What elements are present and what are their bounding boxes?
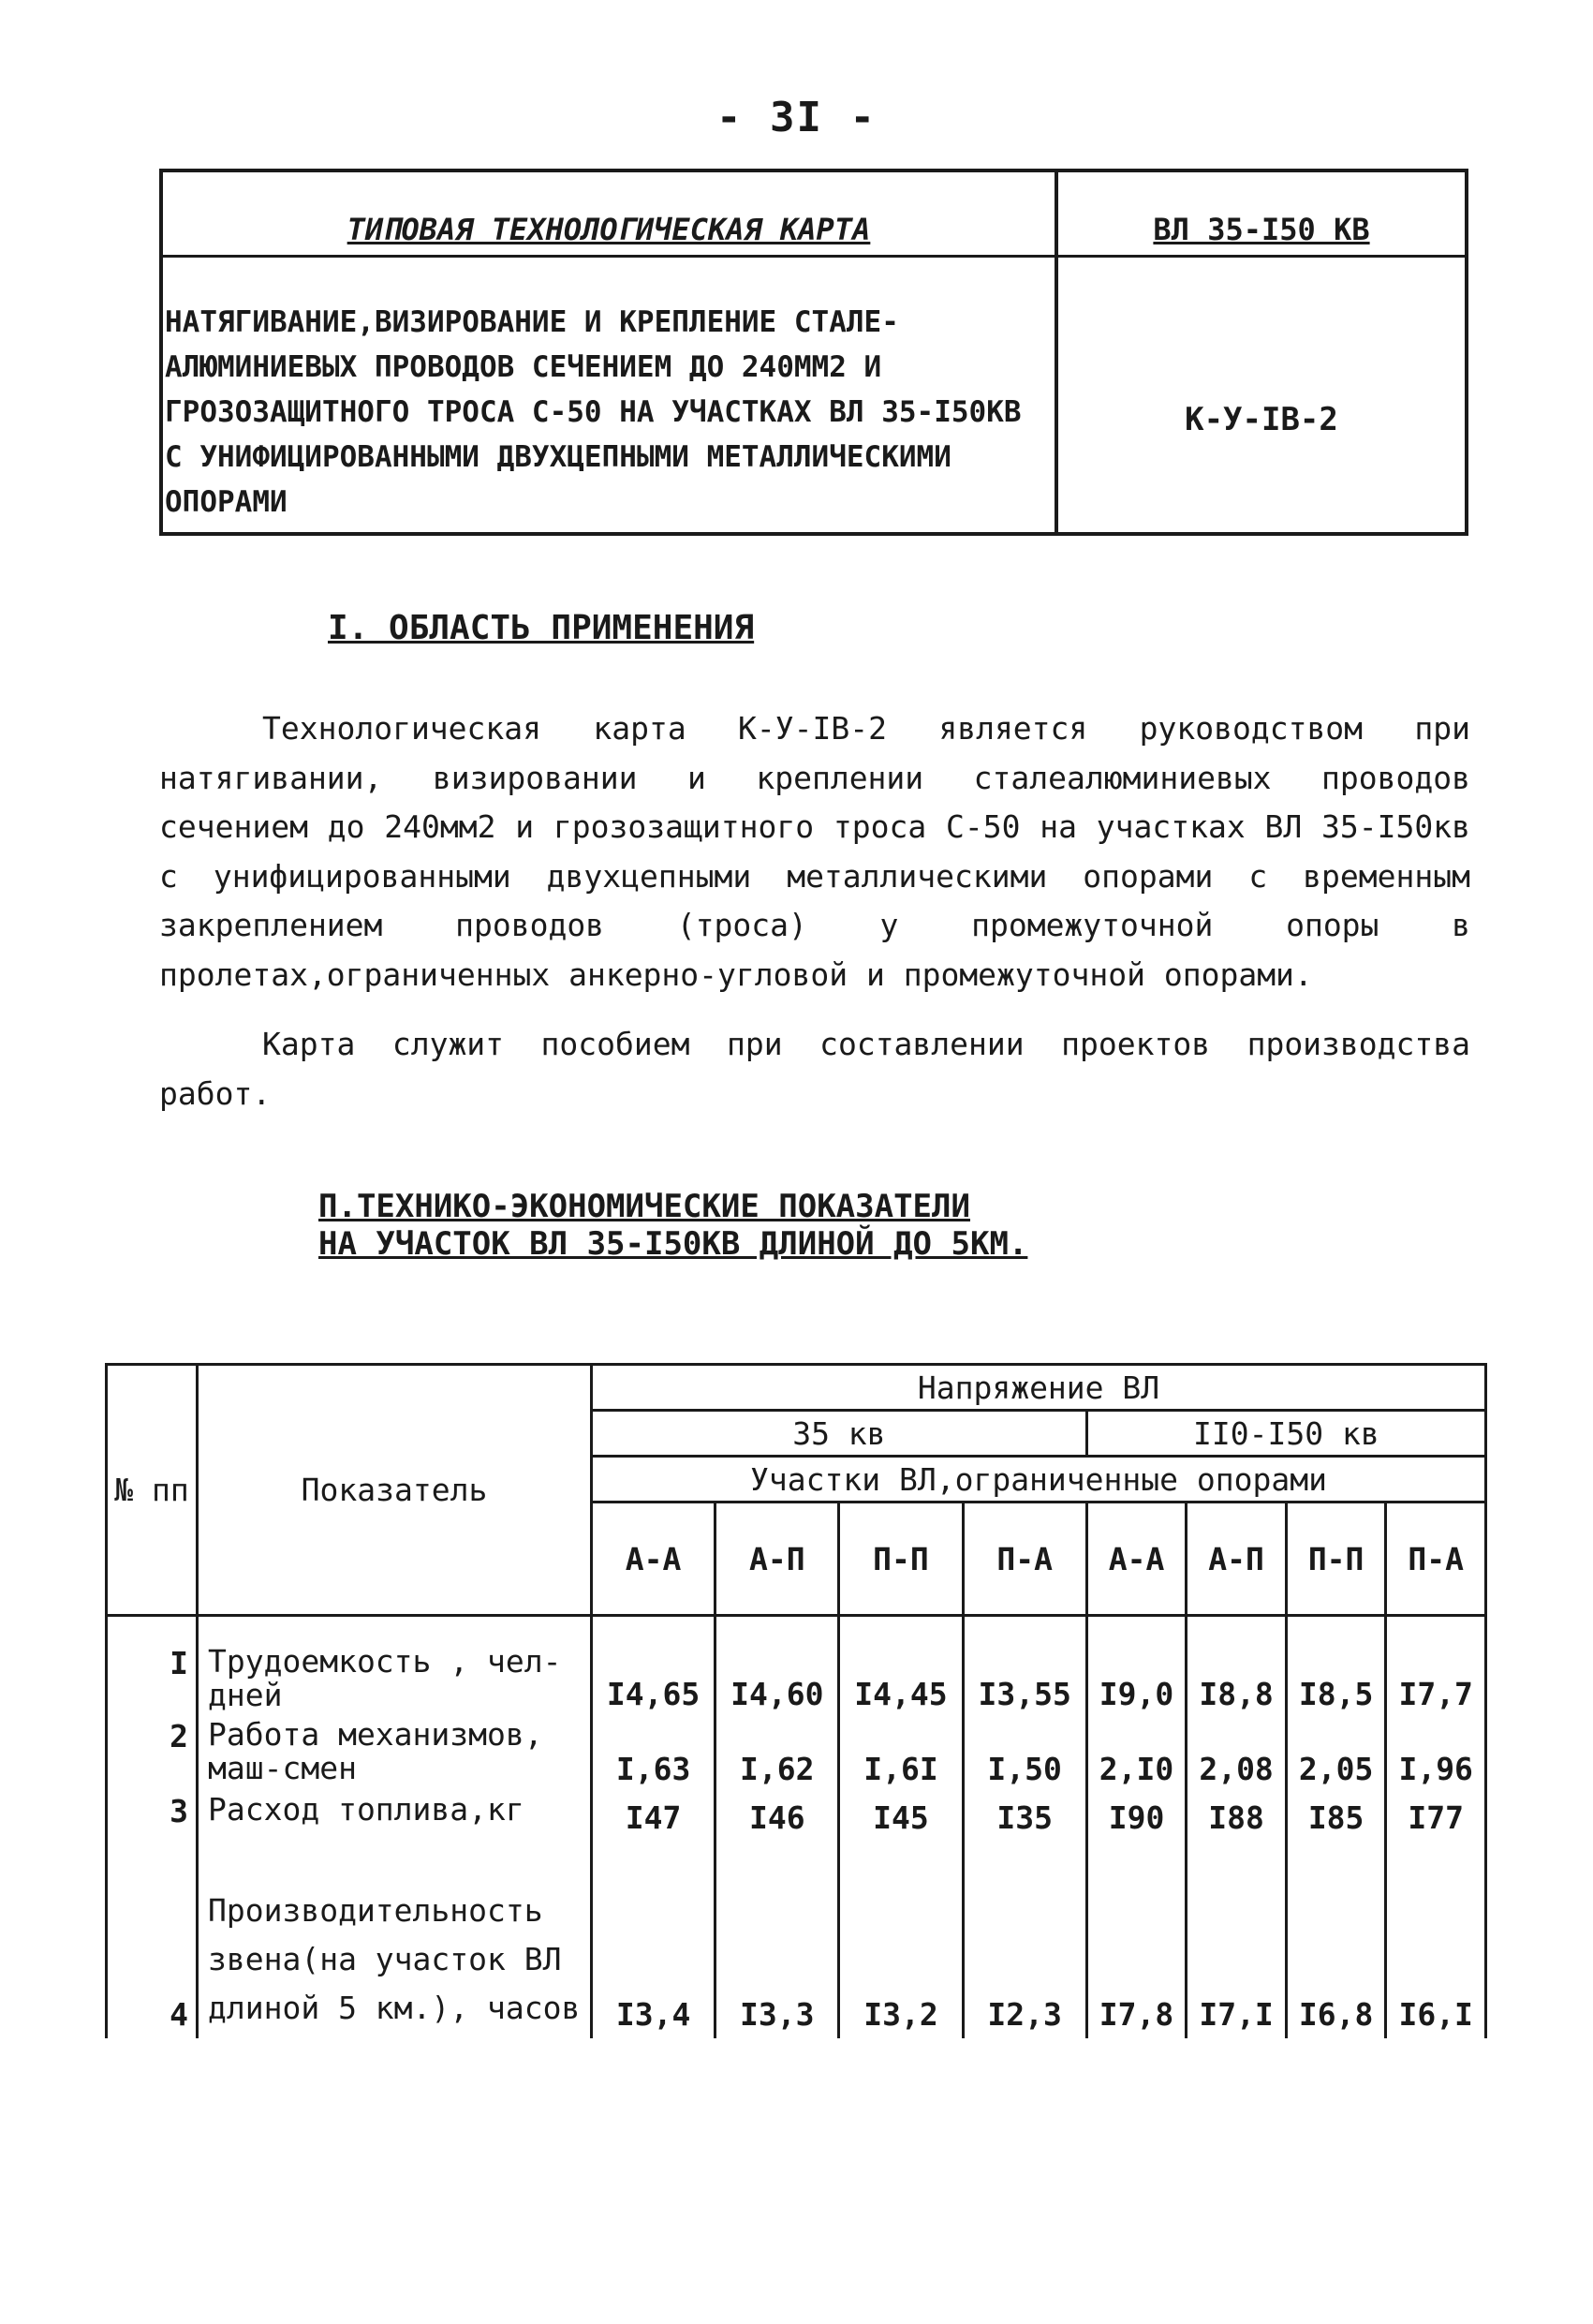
table-cell: I3,3 xyxy=(715,1842,839,2038)
table-row xyxy=(107,1616,1486,1719)
table-cell: I9,0 xyxy=(1086,1616,1187,1719)
subcol-header: П-П xyxy=(1286,1502,1386,1616)
table-cell: I,6I xyxy=(839,1718,963,1793)
row-number: 4 xyxy=(107,1842,198,2038)
subcol-header: А-П xyxy=(1187,1502,1287,1616)
header-group-110: II0-I50 кв xyxy=(1086,1411,1485,1457)
table-cell: I7,I xyxy=(1187,1842,1287,2038)
table-cell: I,62 xyxy=(715,1718,839,1793)
table-cell: I6,8 xyxy=(1286,1842,1386,2038)
table-cell: I6,I xyxy=(1386,1842,1486,2038)
table-cell: I7,8 xyxy=(1086,1842,1187,2038)
header-voltage: Напряжение ВЛ xyxy=(592,1365,1486,1411)
row-indicator: Производительность звена(на участок ВЛ длиной 5 км.), часов xyxy=(198,1842,592,2038)
section-1-paragraph-2: Карта служит пособием при составлении проектов производства работ. xyxy=(159,1026,1470,1112)
table-cell: I,96 xyxy=(1386,1718,1486,1793)
subcol-header: П-А xyxy=(963,1502,1086,1616)
table-cell: I88 xyxy=(1187,1793,1287,1842)
subcol-header: А-А xyxy=(1086,1502,1187,1616)
technological-card-header xyxy=(159,169,1468,536)
indicators-table xyxy=(105,1363,1487,2038)
row-indicator: Расход топлива,кг xyxy=(198,1793,592,1842)
table-cell: I7,7 xyxy=(1386,1616,1486,1719)
table-cell: 2,I0 xyxy=(1086,1718,1187,1793)
table-cell: I4,60 xyxy=(715,1616,839,1719)
table-cell: I3,4 xyxy=(592,1842,715,2038)
table-cell: I47 xyxy=(592,1793,715,1842)
table-cell: I2,3 xyxy=(963,1842,1086,2038)
section-2-title-line-1: П.ТЕХНИКО-ЭКОНОМИЧЕСКИЕ ПОКАЗАТЕЛИ xyxy=(318,1188,970,1225)
header-number: № пп xyxy=(107,1365,198,1616)
table-cell: I,50 xyxy=(963,1718,1086,1793)
table-row xyxy=(107,1842,1486,2038)
card-subject: НАТЯГИВАНИЕ,ВИЗИРОВАНИЕ И КРЕПЛЕНИЕ СТАЛЕ-АЛЮМИНИЕВЫХ ПРОВОДОВ СЕЧЕНИЕМ ДО 240ММ2 И ГРОЗОЗАЩИТНОГО ТРОСА С-50 НА УЧАСТКАХ ВЛ 35-I50КВ С УНИФИЦИРОВАННЫМИ ДВУХЦЕПНЫМИ МЕТАЛЛИЧЕСКИМИ ОПОРАМИ xyxy=(165,305,1022,519)
subcol-header: А-П xyxy=(715,1502,839,1616)
table-cell: I35 xyxy=(963,1793,1086,1842)
table-cell: I46 xyxy=(715,1793,839,1842)
section-1-title: I. ОБЛАСТЬ ПРИМЕНЕНИЯ xyxy=(328,609,755,647)
row-number: 2 xyxy=(107,1718,198,1793)
card-divider-horizontal xyxy=(163,255,1465,258)
table-cell: I3,55 xyxy=(963,1616,1086,1719)
section-2-title xyxy=(318,1188,1027,1263)
table-cell: I45 xyxy=(839,1793,963,1842)
subcol-header: П-П xyxy=(839,1502,963,1616)
row-number: I xyxy=(107,1616,198,1719)
card-line-class: ВЛ 35-I50 КВ xyxy=(1153,212,1370,247)
header-indicator: Показатель xyxy=(198,1365,592,1616)
table-cell: I4,45 xyxy=(839,1616,963,1719)
table-cell: I8,5 xyxy=(1286,1616,1386,1719)
table-cell: I,63 xyxy=(592,1718,715,1793)
row-number: 3 xyxy=(107,1793,198,1842)
table-row xyxy=(107,1793,1486,1842)
header-sections: Участки ВЛ,ограниченные опорами xyxy=(592,1457,1486,1502)
table-cell: I4,65 xyxy=(592,1616,715,1719)
table-cell: I85 xyxy=(1286,1793,1386,1842)
table-cell: 2,05 xyxy=(1286,1718,1386,1793)
table-cell: 2,08 xyxy=(1187,1718,1287,1793)
row-indicator: Работа механизмов, маш-смен xyxy=(198,1718,592,1793)
card-type-title: ТИПОВАЯ ТЕХНОЛОГИЧЕСКАЯ КАРТА xyxy=(347,212,871,247)
page-number: - 3I - xyxy=(716,94,877,141)
header-group-35: 35 кв xyxy=(592,1411,1087,1457)
subcol-header: А-А xyxy=(592,1502,715,1616)
subcol-header: П-А xyxy=(1386,1502,1486,1616)
card-code: К-У-IВ-2 xyxy=(1185,401,1338,438)
section-1-paragraph-1: Технологическая карта К-У-IВ-2 является руководством при натягивании, визировании и креплении сталеалюминиевых проводов сечением до 240мм2 и грозозащитного троса С-50 на участках ВЛ 35-I50кв с унифицированными двухцепными металлическими опорами с временным закреплением проводов (троса) у промежуточной опоры в пролетах,ограниченных анкерно-угловой и промежуточной опорами. xyxy=(159,710,1470,993)
table-cell: I90 xyxy=(1086,1793,1187,1842)
table-cell: I77 xyxy=(1386,1793,1486,1842)
table-cell: I3,2 xyxy=(839,1842,963,2038)
section-2-title-line-2: НА УЧАСТОК ВЛ 35-I50КВ ДЛИНОЙ ДО 5КМ. xyxy=(318,1225,1028,1263)
table-cell: I8,8 xyxy=(1187,1616,1287,1719)
row-indicator: Трудоемкость , чел-дней xyxy=(198,1616,592,1719)
table-row xyxy=(107,1718,1486,1793)
